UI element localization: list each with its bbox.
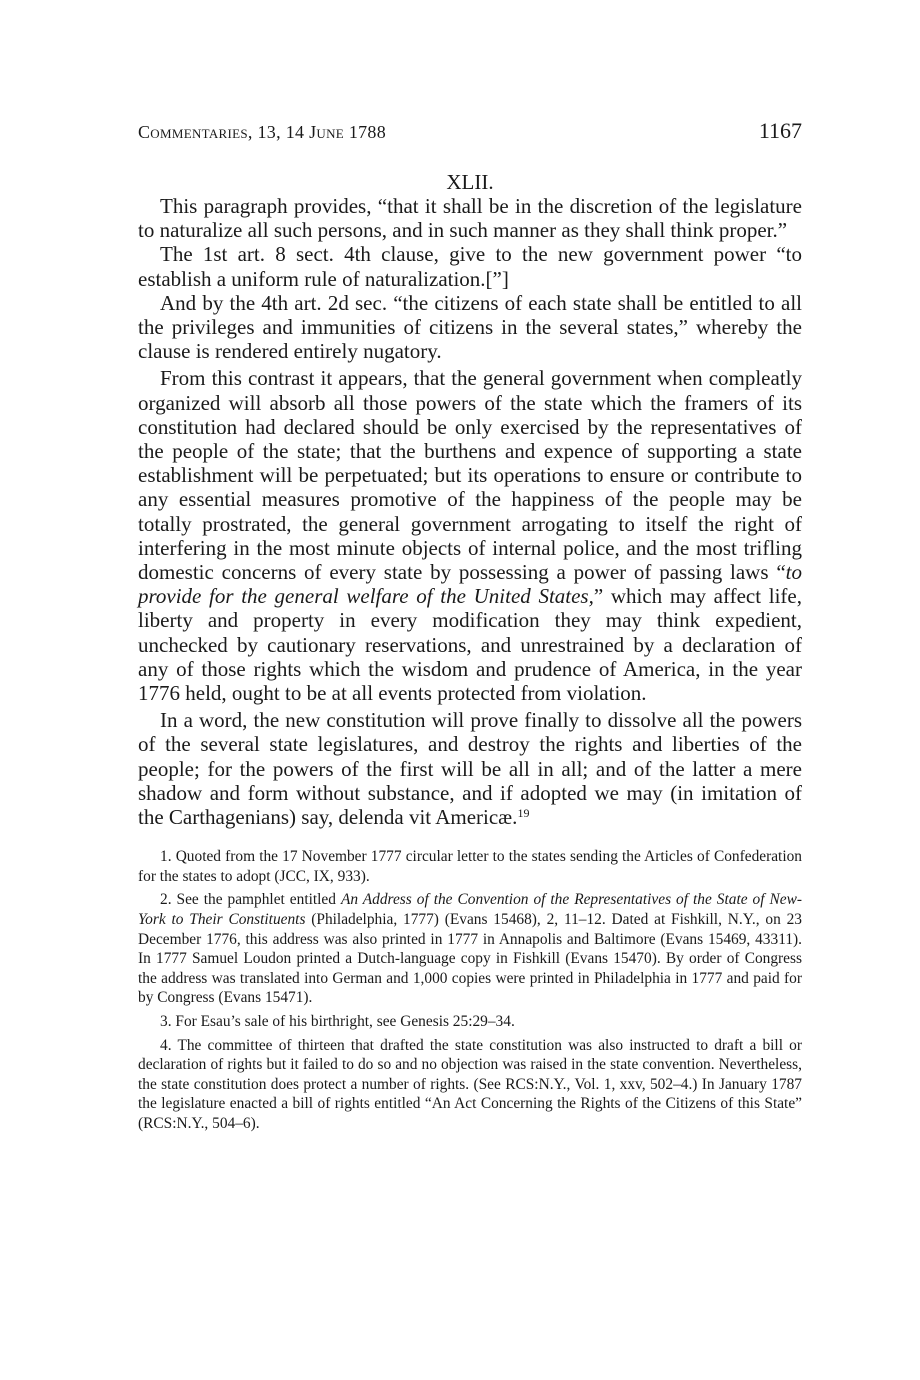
footnote-1: 1. Quoted from the 17 November 1777 circular letter to the states sending the Articles of Confederation for the states to adopt (JCC, IX, 933). — [138, 848, 802, 885]
footnote-4: 4. The committee of thirteen that drafted the state constitution was also instructed to draft a bill or declaration of rights but it failed to do so and no objection was raised in the state convention. Nevertheless, the state constitution does protect a number of rights. (See RCS:N.Y., Vol. 1, xxv, 502–4.) In January 1787 the legislature enacted a bill of rights entitled “An Act Concerning the Rights of the Citizens of this State” (RCS:N.Y., 504–6). — [138, 1036, 802, 1132]
footnote-2-italic-title: An Address of the Convention of the Representatives of the State of New-York to Their Constituents — [138, 891, 803, 929]
paragraph-4-part-a: From this contrast it appears, that the general government when compleatly organized will absorb all those powers of the state which the framers of its constitution had declared should be only exercised by the representatives of the people of the state; that the burthens and expence of supporting a state establishment will be perpetuated; but its operations to ensure or contribute to any essential measures promotive of the happiness of the people may be totally prostrated, the general government arrogating to itself the right of interfering in the most minute objects of internal police, and the most trifling domestic concerns of every state by possessing a power of passing laws “ — [138, 366, 802, 585]
body-text — [138, 194, 802, 829]
footnote-2 — [138, 890, 802, 1008]
section-heading: XLII. — [446, 170, 494, 194]
paragraph-3: And by the 4th art. 2d sec. “the citizens of each state shall be entitled to all the privileges and immunities of citizens in the several states,” whereby the clause is rendered entirely nugatory. — [138, 290, 802, 364]
footnote-3: 3. For Esau’s sale of his birthright, see Genesis 25:29–34. — [160, 1013, 515, 1031]
paragraph-5-text: In a word, the new constitution will prove finally to dissolve all the powers of the several state legislatures, and destroy the rights and liberties of the people; for the powers of the first will be all in all; and of the latter a mere shadow and form without substance, and if adopted we may (in imitation of the Carthagenians) say, delenda vit Americæ. — [138, 708, 802, 830]
footnote-2-part-a: 2. See the pamphlet entitled — [160, 891, 341, 909]
paragraph-4 — [138, 366, 802, 705]
running-head-text: Commentaries, 13, 14 June 1788 — [138, 122, 387, 142]
paragraph-2: The 1st art. 8 sect. 4th clause, give to the new government power “to establish a uniform rule of naturalization.[”] — [138, 242, 802, 291]
running-head-title — [138, 122, 386, 143]
footnote-reference: 19 — [517, 806, 530, 821]
paragraph-4-part-b: ” which may affect life, liberty and property in every modification they may think expedient, unchecked by cautionary reservations, and unrestrained by a declaration of any of those rights which the wisdom and prudence of America, in the year 1776 held, ought to be at all events protected from violation. — [138, 584, 802, 706]
footnotes — [138, 847, 802, 1133]
paragraph-5 — [138, 708, 802, 829]
page-number: 1167 — [758, 118, 802, 143]
document-page — [138, 118, 802, 1138]
running-head — [138, 118, 802, 152]
paragraph-1: This paragraph provides, “that it shall be in the discretion of the legislature to naturalize all such persons, and in such manner as they shall think proper.” — [138, 194, 802, 243]
paragraph-4-italic-quote: to provide for the general welfare of the United States, — [138, 560, 802, 609]
footnote-2-part-b: (Philadelphia, 1777) (Evans 15468), 2, 11–12. Dated at Fishkill, N.Y., on 23 December 1776, this address was also printed in 1777 in Annapolis and Baltimore (Evans 15469, 43311). In 1777 Samuel Loudon printed a Dutch-language copy in Fishkill (Evans 15470). By order of Congress the address was translated into German and 1,000 copies were printed in Philadelphia in 1777 and paid for by Congress (Evans 15471). — [138, 911, 802, 1007]
